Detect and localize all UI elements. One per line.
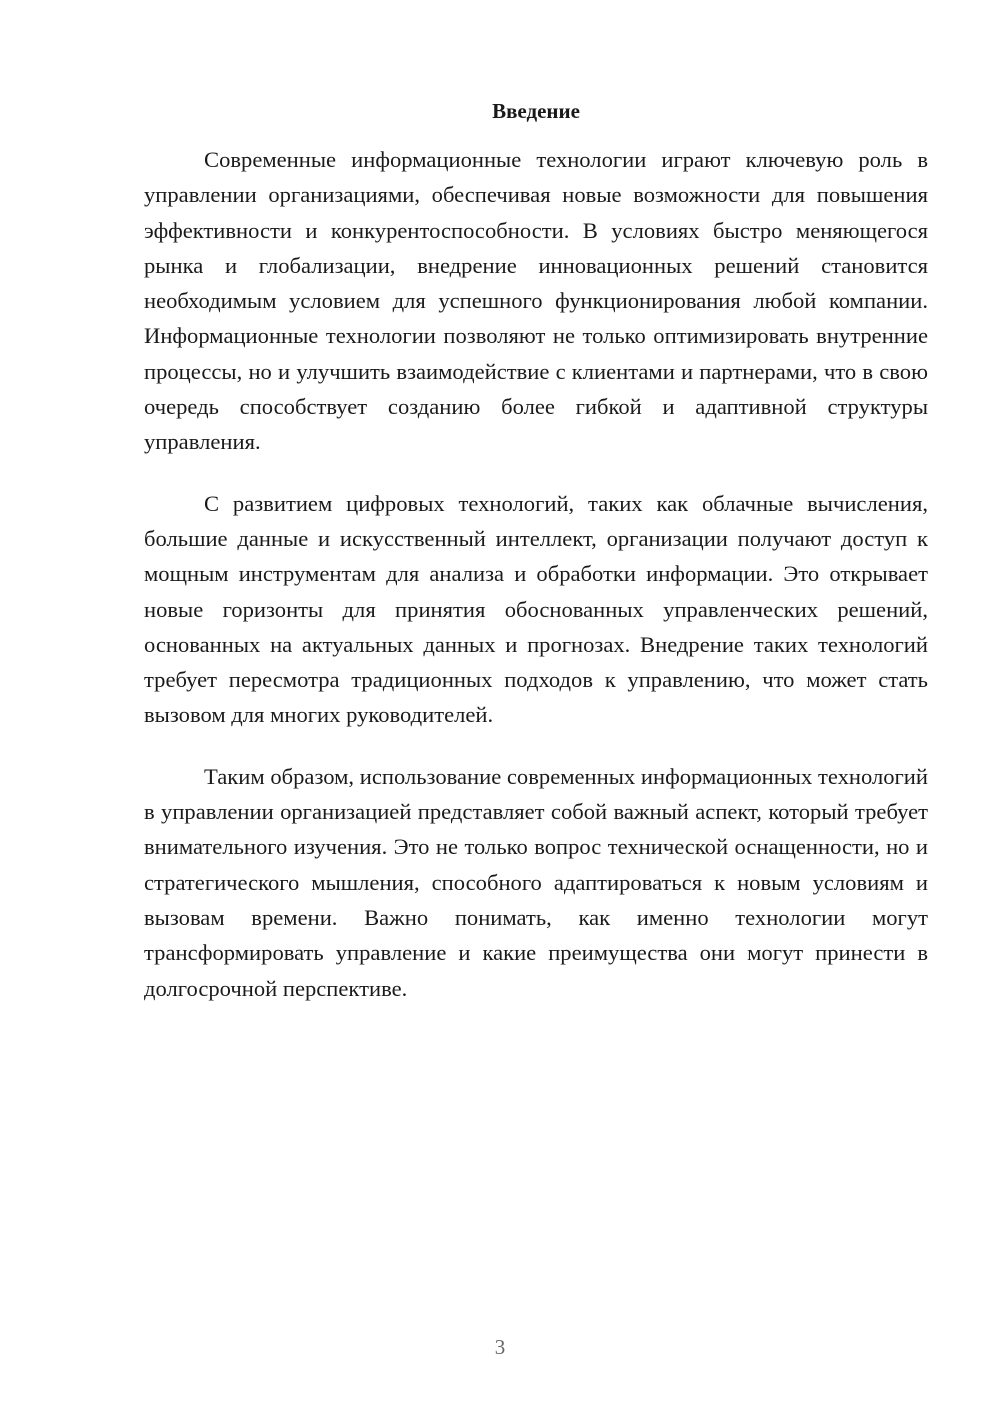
document-body (144, 142, 928, 1032)
page-title: Введение (492, 99, 580, 123)
paragraph-3: Таким образом, использование современных информационных технологий в управлении организацией представляет собой важный аспект, который требует внимательного изучения. Это не только вопрос технической оснащенности, но и стратегического мышления, способного адаптироваться к новым условиям и вызовам времени. Важно понимать, как именно технологии могут трансформировать управление и какие преимущества они могут принести в долгосрочной перспективе. (144, 763, 928, 1001)
paragraph-1: Современные информационные технологии играют ключевую роль в управлении организациями, обеспечивая новые возможности для повышения эффективности и конкурентоспособности. В условиях быстро меняющегося рынка и глобализации, внедрение инновационных решений становится необходимым условием для успешного функционирования любой компании. Информационные технологии позволяют не только оптимизировать внутренние процессы, но и улучшить взаимодействие с клиентами и партнерами, что в свою очередь способствует созданию более гибкой и адаптивной структуры управления. (144, 147, 928, 455)
paragraph-2: С развитием цифровых технологий, таких как облачные вычисления, большие данные и искусственный интеллект, организации получают доступ к мощным инструментам для анализа и обработки информации. Это открывает новые горизонты для принятия обоснованных управленческих решений, основанных на актуальных данных и прогнозах. Внедрение таких технологий требует пересмотра традиционных подходов к управлению, что может стать вызовом для многих руководителей. (144, 490, 928, 728)
page-number: 3 (494, 1335, 506, 1359)
